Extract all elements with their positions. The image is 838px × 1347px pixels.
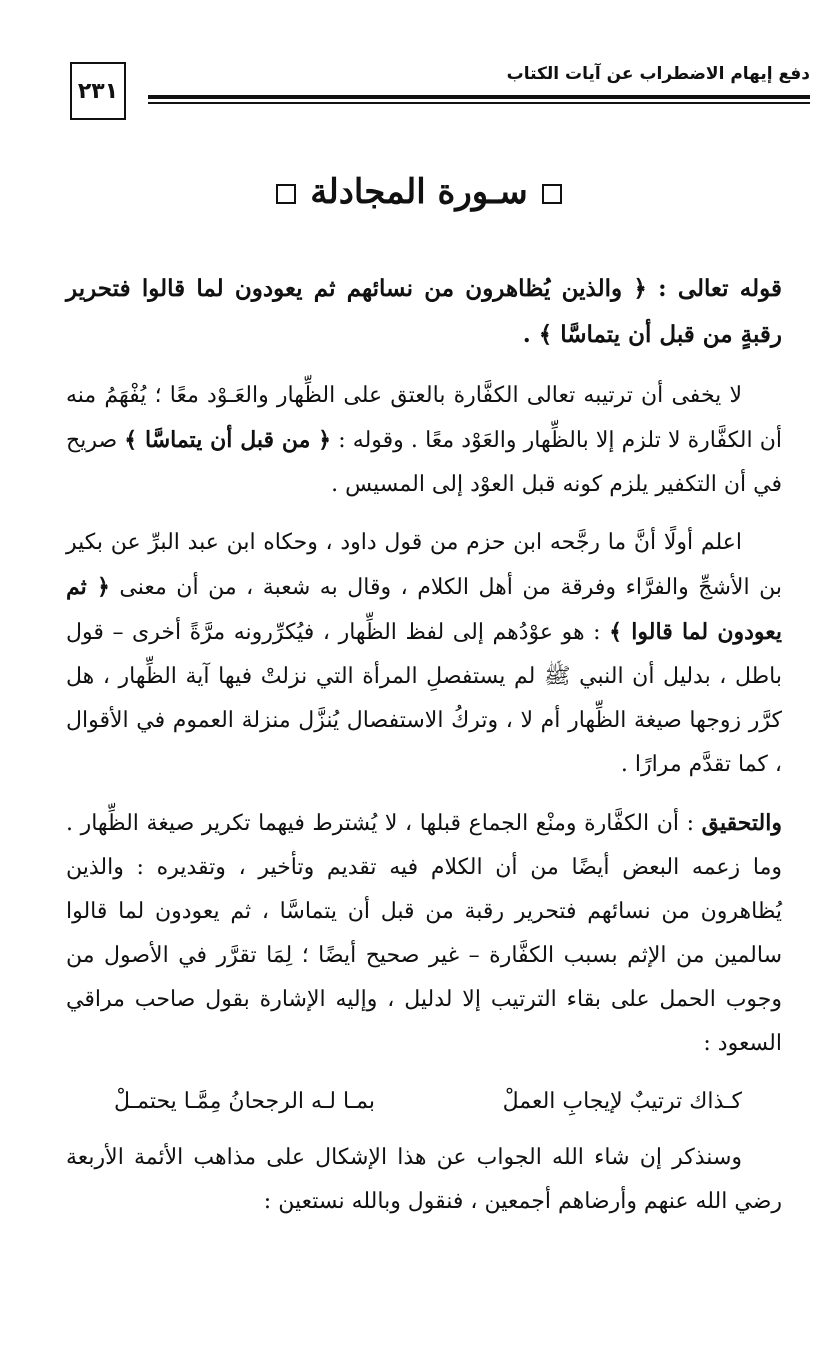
quran-quote: ﴿ ثم يعودون لما قالوا ﴾ xyxy=(66,574,783,645)
surah-heading xyxy=(0,172,838,212)
header-rule-thin xyxy=(148,102,810,104)
paragraph-2-end: : هو عوْدُهم إلى لفظ الظِّهار ، فيُكرِّرونه مرَّةً أخرى – قول باطل ، بدليل أن النبي ﷺ لم يستفصلِ المرأة التي نزلتْ فيها آية الظِّهار ، هل كرَّر زوجها صيغة الظِّهار أم لا ، وتركُ الاستفصال يُنزَّل منزلة العموم في الأقوال ، كما تقدَّم مرارًا . xyxy=(66,620,782,777)
square-ornament-icon xyxy=(542,184,562,204)
paragraph-1 xyxy=(66,374,782,507)
paragraph-1-end: صريح في أن التكفير يلزم كونه قبل العوْد إلى المسيس . xyxy=(66,428,782,497)
quran-quote: ﴿ من قبل أن يتماسَّا ﴾ xyxy=(124,427,332,453)
surah-title: سـورة المجادلة xyxy=(310,172,528,212)
poem-first-hemistich: كـذاك ترتيبٌ لإيجابِ العملْ xyxy=(502,1089,742,1114)
paragraph-4: وسنذكر إن شاء الله الجواب عن هذا الإشكال على مذاهب الأئمة الأربعة رضي الله عنهم وأرضاهم أجمعين ، فنقول وبالله نستعين : xyxy=(66,1145,782,1214)
paragraph-3 xyxy=(66,801,782,1066)
paragraph-2 xyxy=(66,521,782,787)
poetry-verse xyxy=(66,1080,782,1124)
page-number-box xyxy=(70,62,126,120)
tahqiq-label: والتحقيق xyxy=(701,810,782,836)
square-ornament-icon xyxy=(276,184,296,204)
paragraph-3-text: : أن الكفَّارة ومنْع الجماع قبلها ، لا يُشترط فيهما تكرير صيغة الظِّهار . وما زعمه البعض أيضًا من أن الكلام فيه تقديم وتأخير ، وتقديره : والذين يُظاهرون من نسائهم فتحرير رقبة من قبل أن يتماسَّا ، ثم يعودون لما قالوا سالمين من الإثم بسبب الكفَّارة – غير صحيح أيضًا ؛ لِمَا تقرَّر في الأصول من وجوب الحمل على بقاء الترتيب إلا لدليل ، وإليه الإشارة بقول صاحب مراقي السعود : xyxy=(66,811,782,1056)
running-title: دفع إيهام الاضطراب عن آيات الكتاب xyxy=(506,64,810,84)
poem-second-hemistich: بمـا لـه الرجحانُ مِمَّـا يحتمـلْ xyxy=(114,1089,375,1114)
body-text xyxy=(66,266,782,1238)
header-rule-thick xyxy=(148,95,810,99)
paragraph-1-start: لا يخفى أن ترتيبه تعالى الكفَّارة بالعتق على الظِّهار والعَـوْد معًا ؛ يُفْهَمُ منه أن الكفَّارة لا تلزم إلا بالظِّهار والعَوْد معًا . وقوله : xyxy=(66,383,783,453)
page-number: ٢٣١ xyxy=(77,78,119,104)
paragraph-2-start: اعلم أولًا أنَّ ما رجَّحه ابن حزم من قول داود ، وحكاه ابن عبد البرِّ عن بكير بن الأشجِّ والفرَّاء وفرقة من أهل الكلام ، وقال به شعبة ، من أن معنى xyxy=(66,530,782,600)
verse-intro: قوله تعالى : ﴿ والذين يُظاهرون من نسائهم ثم يعودون لما قالوا فتحرير رقبةٍ من قبل أن يتماسَّا ﴾ . xyxy=(66,275,782,348)
